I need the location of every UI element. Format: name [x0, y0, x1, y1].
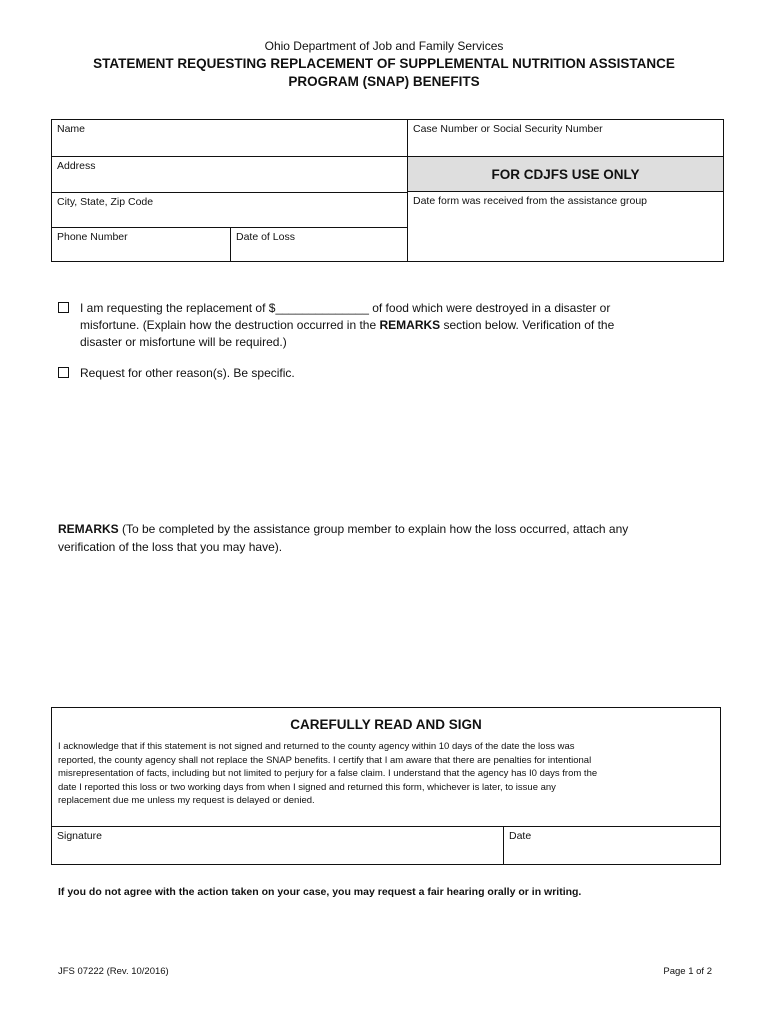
date-received-label: Date form was received from the assistance group [413, 195, 648, 207]
remarks-line1 [58, 520, 708, 538]
other-reason-text: Request for other reason(s). Be specific. [80, 366, 295, 380]
remarks-section [58, 520, 708, 556]
replacement-checkbox[interactable] [58, 302, 69, 313]
sign-heading: CAREFULLY READ AND SIGN [290, 717, 482, 732]
form-title-line2: PROGRAM (SNAP) BENEFITS [288, 74, 480, 89]
phone-number-field[interactable] [52, 227, 230, 261]
form-id: JFS 07222 (Rev. 10/2016) [58, 966, 169, 977]
acknowledgement-line4: date I reported this loss or two working days from when I signed and returned this form, whichever is later, to issue any [58, 781, 556, 793]
acknowledgement-line2: reported, the county agency shall not replace the SNAP benefits. I certify that I am aware that there are penalties for intentional [58, 754, 592, 766]
address-field[interactable] [52, 156, 407, 192]
agency-name: Ohio Department of Job and Family Services [264, 39, 504, 53]
remarks-instructions: (To be completed by the assistance group member to explain how the loss occurred, attach any [118, 522, 629, 536]
replacement-line2 [80, 317, 614, 334]
city-state-zip-field[interactable] [52, 192, 407, 227]
remarks-line2: verification of the loss that you may have). [58, 540, 283, 554]
other-reason-checkbox[interactable] [58, 367, 69, 378]
page-number: Page 1 of 2 [663, 966, 712, 977]
replacement-line2-start: misfortune. (Explain how the destruction occurred in the [80, 318, 380, 332]
remarks-label: REMARKS [58, 522, 119, 536]
replacement-line2-end: section below. Verification of the [440, 318, 615, 332]
city-state-zip-label: City, State, Zip Code [57, 196, 154, 208]
date-of-loss-label: Date of Loss [236, 231, 295, 243]
fair-hearing-notice: If you do not agree with the action taken on your case, you may request a fair hearing orally or in writing. [58, 886, 582, 898]
name-field[interactable] [52, 120, 407, 156]
address-label: Address [57, 160, 96, 172]
replacement-line2-remarks: REMARKS [379, 318, 441, 332]
date-of-loss-field[interactable] [230, 227, 407, 261]
replacement-line3: disaster or misfortune will be required.) [80, 335, 287, 349]
signature-label: Signature [57, 830, 102, 842]
signature-date-label: Date [509, 830, 532, 842]
applicant-info-table [51, 119, 724, 262]
signature-date-field[interactable] [503, 827, 720, 865]
replacement-option-text [80, 300, 614, 351]
signature-row [52, 826, 720, 865]
form-title-line1: STATEMENT REQUESTING REPLACEMENT OF SUPPLEMENTAL NUTRITION ASSISTANCE [93, 56, 675, 71]
form-title [40, 55, 728, 91]
acknowledgement-line1: I acknowledge that if this statement is not signed and returned to the county agency within 10 days of the date the loss was [58, 741, 575, 752]
acknowledgement-line5: replacement due me unless my request is delayed or denied. [58, 795, 315, 806]
acknowledgement-text [58, 740, 713, 808]
name-label: Name [57, 123, 86, 135]
phone-number-label: Phone Number [57, 231, 128, 243]
cdjfs-use-only-banner: FOR CDJFS USE ONLY [407, 156, 723, 191]
date-received-field[interactable] [407, 191, 723, 261]
sign-box [51, 707, 721, 865]
other-reason-option [58, 365, 718, 385]
signature-field[interactable] [52, 827, 503, 865]
replacement-option [58, 300, 718, 354]
replacement-line1: I am requesting the replacement of $______________ of food which were destroyed in a disaster or [80, 301, 611, 315]
case-number-label: Case Number or Social Security Number [413, 123, 603, 135]
case-number-field[interactable] [407, 120, 723, 156]
acknowledgement-line3: misrepresentation of facts, including but not limited to perjury for a false claim. I understand that the agency has I0 days from the [58, 768, 598, 779]
